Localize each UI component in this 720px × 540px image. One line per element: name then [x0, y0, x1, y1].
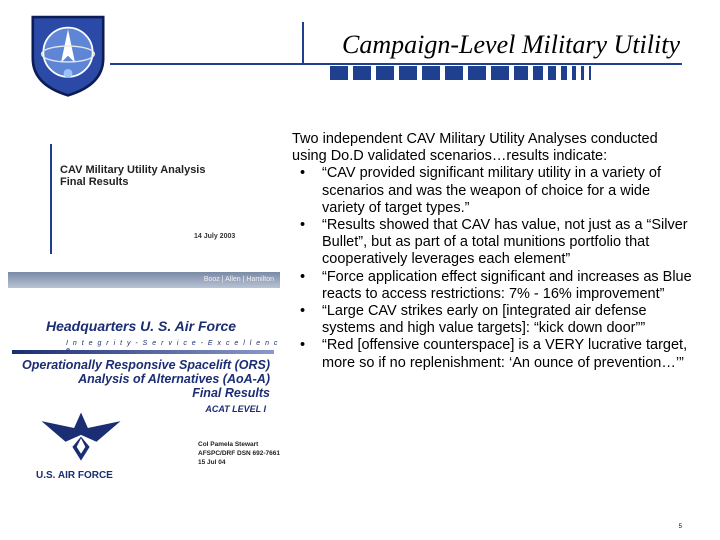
cover-vertical-rule — [50, 144, 52, 254]
header-decoration-blocks — [330, 66, 596, 80]
cav-report-cover — [8, 130, 280, 288]
list-item: • “Results showed that CAV has value, not just as a “Silver Bullet”, but as part of a total munitions portfolio that cooperatively leverages each element” — [300, 217, 688, 268]
air-force-wings-icon — [38, 402, 124, 466]
bullet: • — [300, 165, 306, 182]
bullet: • — [300, 337, 306, 354]
title-rule — [110, 63, 682, 65]
cover-footer: Booz | Allen | Hamilton — [203, 276, 274, 283]
list-item: • “CAV provided significant military utility in a variety of scenarios and was the weapon of choice for a wide variety of target types.” — [300, 165, 661, 216]
afspc-seal-icon — [24, 10, 112, 98]
page-number: 5 — [678, 524, 682, 530]
bullet: • — [300, 268, 306, 285]
slide-title: Campaign-Level Military Utility — [342, 30, 680, 59]
cover-rule — [12, 350, 274, 354]
ors-aoa-cover — [8, 306, 280, 490]
hq-heading: Headquarters U. S. Air Force — [46, 318, 237, 334]
motto: I n t e g r i t y - S e r v i c e - E x c e l l e n c — [66, 340, 279, 347]
cover-date: 14 July 2003 — [194, 233, 236, 240]
bullet: • — [300, 303, 306, 320]
intro-paragraph: Two independent CAV Military Utility Analyses conducted using Do.D validated scenarios…results indicate: — [292, 131, 658, 165]
bullet: • — [300, 217, 306, 234]
list-item: • “Force application effect significant and increases as Blue reacts to access restrictions: 7% - 16% improvement” — [300, 268, 692, 302]
acat-level: ACAT LEVEL I — [205, 404, 266, 414]
signature-block: Col Pamela Stewart AFSPC/DRF DSN 692-7661 15 Jul 04 — [198, 441, 280, 466]
findings-list — [292, 165, 696, 371]
ors-title: Operationally Responsive Spacelift (ORS) Analysis of Alternatives (AoA-A) Final Results — [22, 358, 270, 400]
list-item: • “Large CAV strikes early on [integrated air defense systems and high value targets]: “kick down door”” — [300, 303, 647, 337]
usaf-wordmark: U.S. AIR FORCE — [36, 470, 113, 481]
slide-body — [292, 131, 696, 372]
list-item: • “Red [offensive counterspace] is a VERY lucrative target, more so if no replenishment: ‘An ounce of prevention…’” — [300, 337, 688, 371]
cover-heading: CAV Military Utility Analysis Final Results — [60, 164, 206, 188]
